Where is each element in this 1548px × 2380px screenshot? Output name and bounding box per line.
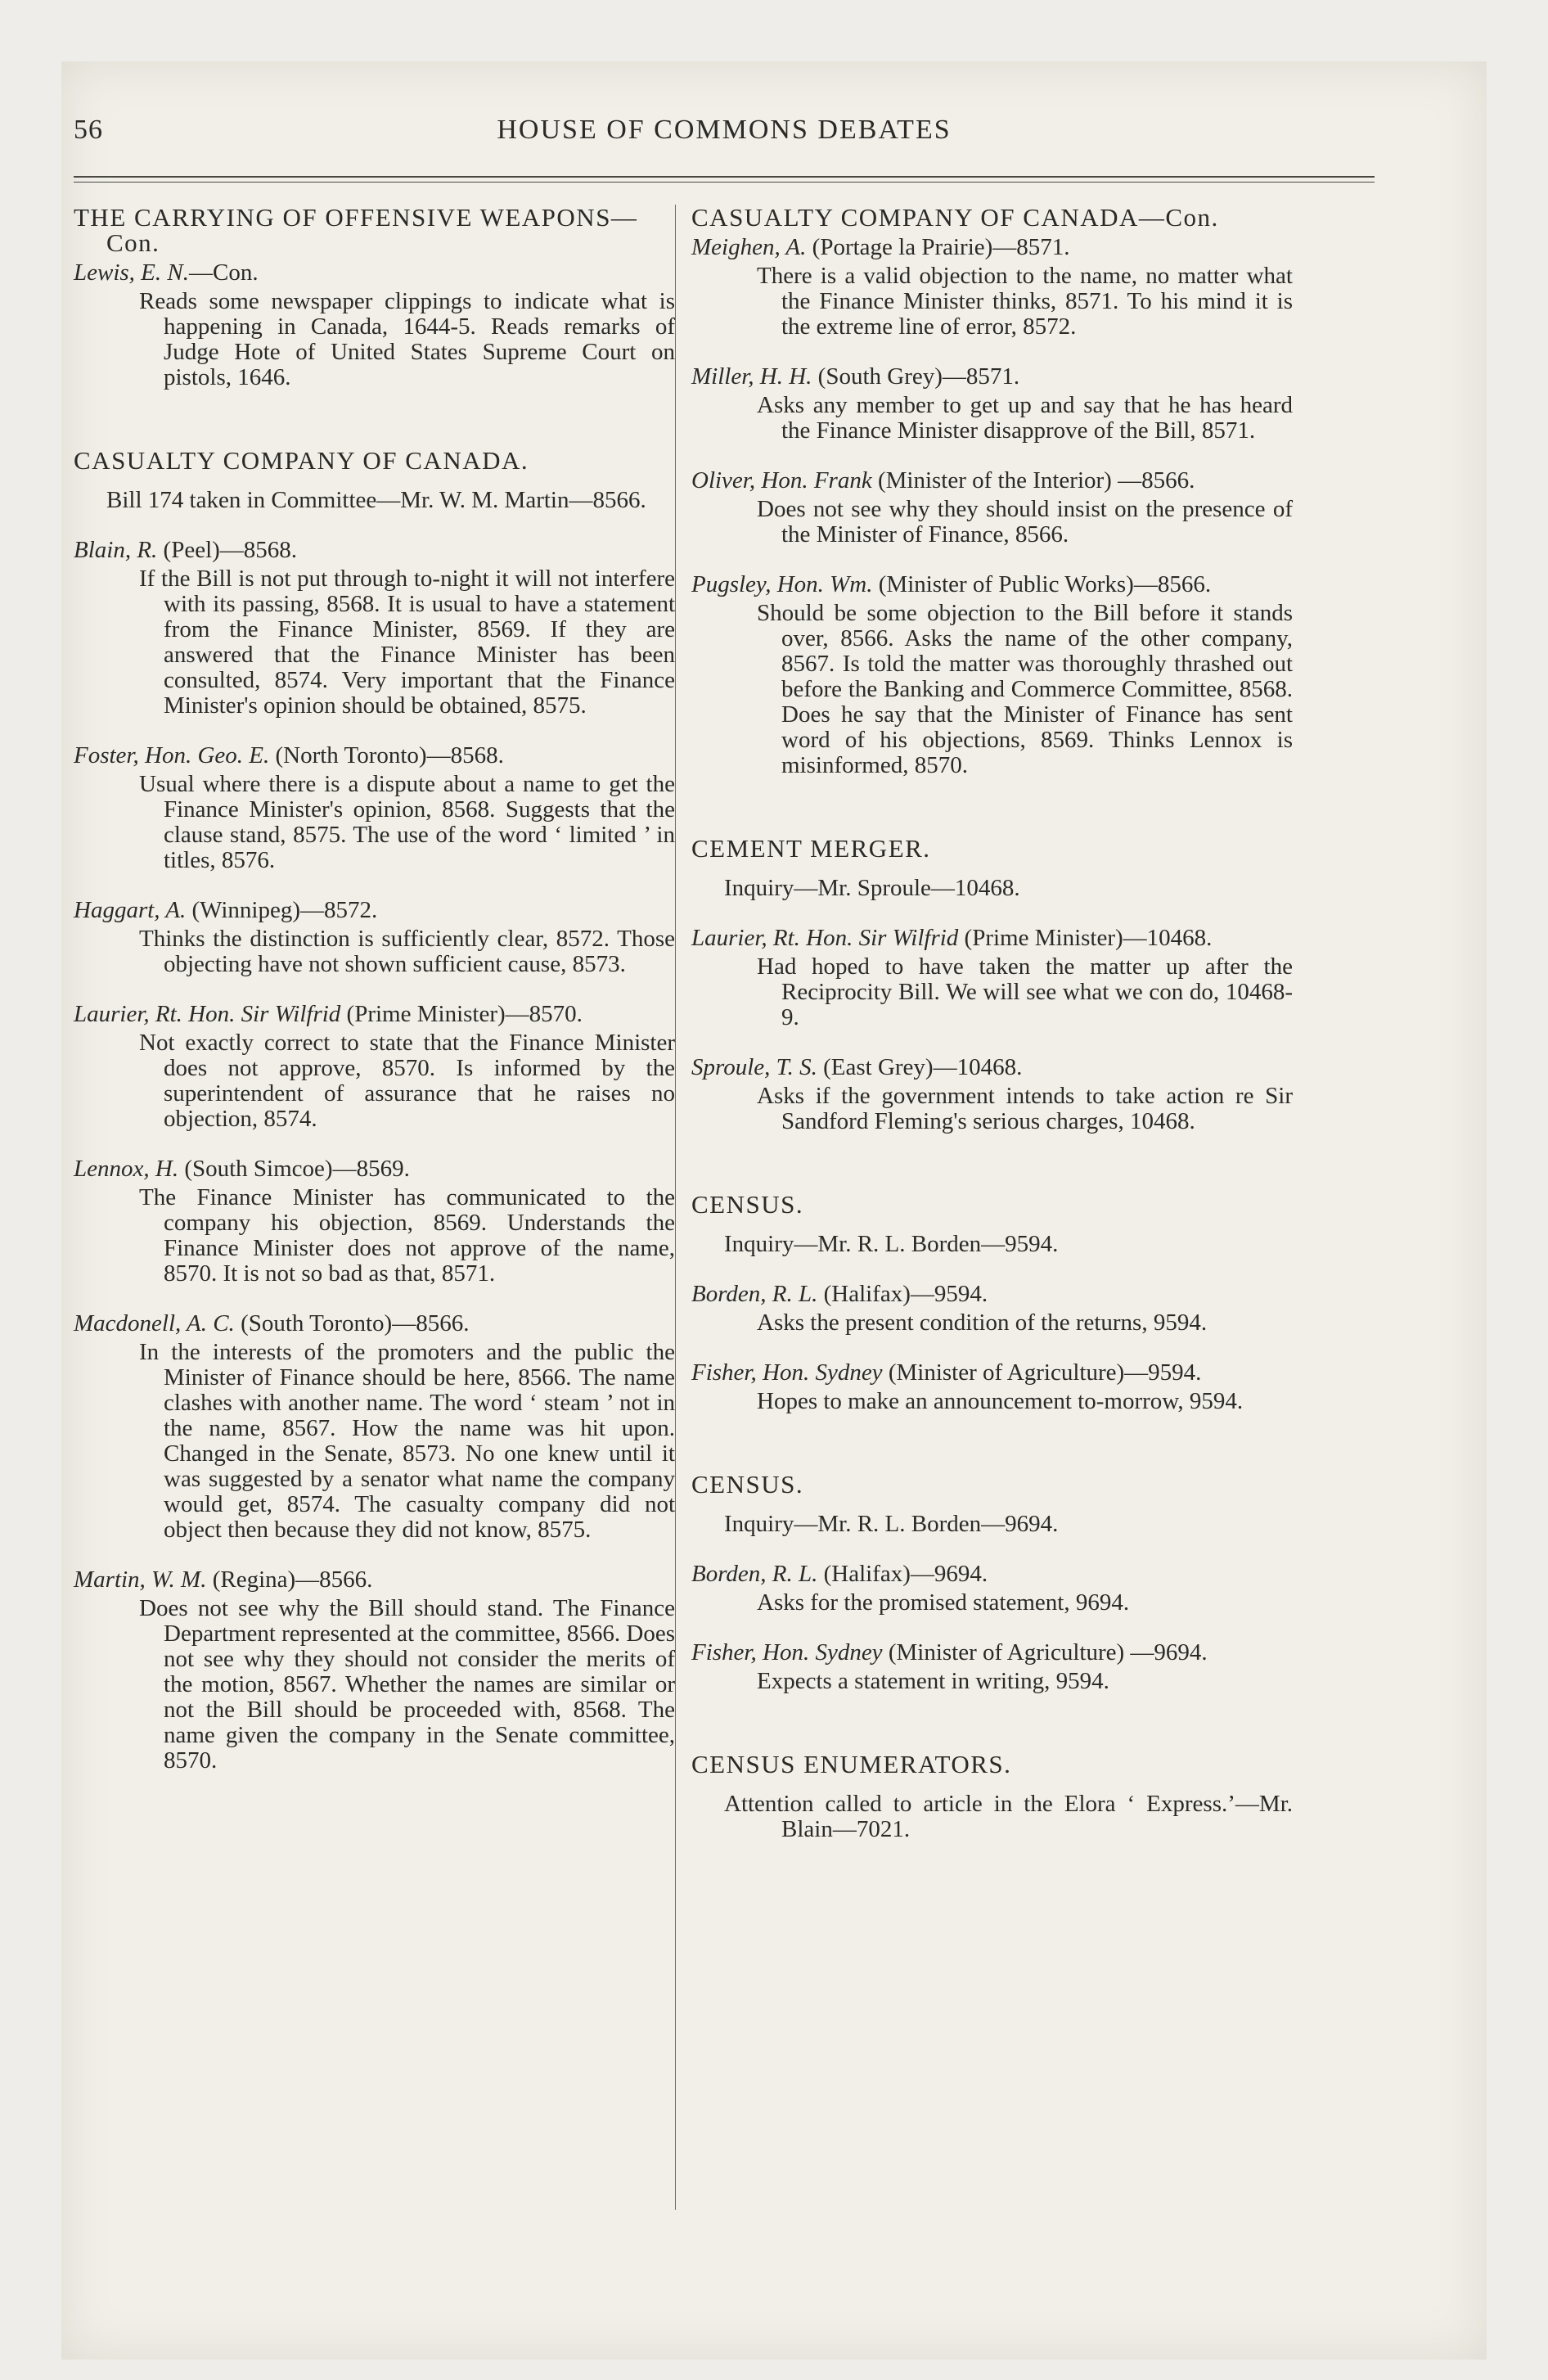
- section-intro: Inquiry—Mr. Sproule—10468.: [724, 875, 1020, 901]
- index-section: [691, 1439, 1293, 1694]
- index-section: [691, 803, 1293, 1134]
- speaker-riding: (South Simcoe)—8569.: [178, 1156, 410, 1182]
- speaker-line: [74, 898, 675, 923]
- section-intro: Inquiry—Mr. R. L. Borden—9694.: [724, 1511, 1059, 1537]
- speaker-entry: [691, 235, 1293, 340]
- page-number: 56: [74, 115, 103, 145]
- index-section: [691, 1159, 1293, 1414]
- speaker-line: [691, 1282, 1293, 1307]
- speaker-entry: [691, 1562, 1293, 1616]
- section-heading: CEMENT MERGER.: [691, 834, 931, 863]
- speaker-name: Oliver, Hon. Frank: [691, 467, 872, 494]
- speaker-line: [74, 1002, 675, 1027]
- speaker-entry: [74, 1311, 675, 1543]
- speaker-name: Martin, W. M.: [74, 1566, 207, 1593]
- speaker-entry: [74, 898, 675, 977]
- page-title: HOUSE OF COMMONS DEBATES: [497, 115, 952, 145]
- speaker-line: [691, 235, 1293, 260]
- section-intro: Inquiry—Mr. R. L. Borden—9594.: [724, 1231, 1059, 1257]
- speaker-name: Meighen, A.: [691, 234, 807, 260]
- speaker-name: Macdonell, A. C.: [74, 1310, 235, 1336]
- speaker-remarks: Expects a statement in writing, 9594.: [757, 1668, 1109, 1694]
- speaker-name: Laurier, Rt. Hon. Sir Wilfrid: [691, 925, 959, 951]
- speaker-entry: [691, 1055, 1293, 1134]
- speaker-riding: (South Grey)—8571.: [812, 363, 1020, 390]
- section-heading: THE CARRYING OF OFFENSIVE WEAPONS—Con.: [74, 203, 638, 257]
- speaker-remarks: Not exactly correct to state that the Finance Minister does not approve, 8570. Is informed by the superintendent of assurance that he raises no objection, 8574.: [139, 1030, 675, 1132]
- speaker-remarks: If the Bill is not put through to-night it will not interfere with its passing, 8568. It is usual to have a statement from the Finance Minister, 8569. If they are answered that the Finance Minister has been consulted, 8574. Very important that the Finance Minister's opinion should be obtained, 8575.: [139, 566, 675, 719]
- speaker-entry: [691, 1640, 1293, 1694]
- speaker-riding: (Winnipeg)—8572.: [186, 897, 378, 923]
- speaker-riding: (South Toronto)—8566.: [234, 1310, 470, 1336]
- speaker-entry: [74, 1156, 675, 1287]
- speaker-remarks: Does not see why they should insist on the presence of the Minister of Finance, 8566.: [757, 496, 1293, 548]
- speaker-riding: (Minister of Agriculture) —9694.: [882, 1639, 1208, 1666]
- section-spacer: [691, 1719, 1293, 1751]
- speaker-riding: (Peel)—8568.: [157, 537, 298, 563]
- speaker-riding: (Regina)—8566.: [206, 1566, 373, 1593]
- speaker-name: Sproule, T. S.: [691, 1054, 817, 1080]
- speaker-name: Miller, H. H.: [691, 363, 812, 390]
- section-heading: CASUALTY COMPANY OF CANADA—Con.: [691, 203, 1219, 232]
- section-spacer: [691, 1159, 1293, 1192]
- speaker-line: [691, 1640, 1293, 1666]
- speaker-remarks: The Finance Minister has communicated to the company his objection, 8569. Understands the Finance Minister does not approve of the name, 8570. It is not so bad as that, 8571.: [139, 1184, 675, 1287]
- speaker-entry: [74, 1002, 675, 1132]
- speaker-entry: [691, 1360, 1293, 1414]
- section-heading: CENSUS.: [691, 1470, 804, 1499]
- speaker-riding: (Minister of the Interior) —8566.: [871, 467, 1195, 494]
- section-heading: CASUALTY COMPANY OF CANADA.: [74, 446, 529, 475]
- speaker-remarks: Had hoped to have taken the matter up after the Reciprocity Bill. We will see what we con do, 10468-9.: [757, 953, 1293, 1030]
- speaker-riding: (Halifax)—9594.: [817, 1281, 988, 1307]
- section-heading: CENSUS.: [691, 1190, 804, 1219]
- speaker-remarks: Hopes to make an announcement to-morrow, 9594.: [757, 1388, 1244, 1414]
- left-column: [74, 205, 675, 1798]
- speaker-line: [691, 1562, 1293, 1587]
- speaker-remarks: Asks for the promised statement, 9694.: [757, 1589, 1130, 1616]
- speaker-line: [691, 926, 1293, 951]
- speaker-name: Lennox, H.: [74, 1156, 179, 1182]
- speaker-line: [691, 1360, 1293, 1386]
- speaker-line: [691, 364, 1293, 390]
- speaker-name: Lewis, E. N.: [74, 259, 189, 286]
- speaker-riding: (North Toronto)—8568.: [269, 742, 504, 769]
- speaker-remarks: Thinks the distinction is sufficiently clear, 8572. Those objecting have not shown sufficient cause, 8573.: [139, 926, 675, 977]
- speaker-name: Haggart, A.: [74, 897, 187, 923]
- speaker-entry: [74, 1567, 675, 1774]
- speaker-name: Fisher, Hon. Sydney: [691, 1639, 883, 1666]
- speaker-line: [74, 1567, 675, 1593]
- index-section: [74, 205, 675, 390]
- speaker-remarks: Asks if the government intends to take action re Sir Sandford Fleming's serious charges, 10468.: [757, 1083, 1293, 1134]
- page-header: [74, 115, 1375, 164]
- speaker-entry: [691, 572, 1293, 778]
- speaker-remarks: Does not see why the Bill should stand. The Finance Department represented at the committee, 8566. Does not see why they should not consider the merits of the motion, 8567. Whether the names are similar or not the Bill should be proceeded with, 8568. The name given the company in the Senate committee, 8570.: [139, 1595, 675, 1774]
- speaker-remarks: Usual where there is a dispute about a name to get the Finance Minister's opinion, 8568. Suggests that the clause stand, 8575. The use of the word ‘ limited ’ in titles, 8576.: [139, 771, 675, 873]
- speaker-line: [74, 1311, 675, 1336]
- speaker-entry: [691, 468, 1293, 548]
- header-rule-thick: [74, 176, 1375, 178]
- speaker-entry: [691, 926, 1293, 1030]
- speaker-remarks: There is a valid objection to the name, no matter what the Finance Minister thinks, 8571. To his mind it is the extreme line of error, 8572.: [757, 263, 1293, 340]
- speaker-entry: [74, 743, 675, 873]
- index-section: [74, 415, 675, 1774]
- speaker-line: [691, 1055, 1293, 1080]
- section-spacer: [691, 1439, 1293, 1472]
- speaker-riding: (Portage la Prairie)—8571.: [806, 234, 1070, 260]
- speaker-name: Pugsley, Hon. Wm.: [691, 571, 873, 597]
- speaker-riding: (East Grey)—10468.: [817, 1054, 1023, 1080]
- header-rule-thin: [74, 182, 1375, 183]
- section-spacer: [74, 415, 675, 448]
- speaker-name: Blain, R.: [74, 537, 158, 563]
- speaker-riding: (Halifax)—9694.: [817, 1561, 988, 1587]
- speaker-remarks: Reads some newspaper clippings to indicate what is happening in Canada, 1644-5. Reads remarks of Judge Hote of United States Supreme Court on pistols, 1646.: [139, 288, 675, 390]
- speaker-riding: (Minister of Agriculture)—9594.: [882, 1359, 1202, 1386]
- index-section: [691, 205, 1293, 778]
- speaker-entry: [74, 538, 675, 719]
- speaker-line: [74, 260, 675, 286]
- speaker-remarks: Should be some objection to the Bill before it stands over, 8566. Asks the name of the other company, 8567. Is told the matter was thoroughly thrashed out before the Banking and Commerce Committee, 8568. Does he say that the Minister of Finance has sent word of his objections, 8569. Thinks Lennox is misinformed, 8570.: [757, 600, 1293, 778]
- speaker-remarks: In the interests of the promoters and the public the Minister of Finance should be here, 8566. The name clashes with another name. The word ‘ steam ’ not in the name, 8567. How the name was hit upon. Changed in the Senate, 8573. No one knew until it was suggested by a senator what name the company would get, 8574. The casualty company did not object then because they did not know, 8575.: [139, 1339, 675, 1543]
- speaker-entry: [74, 260, 675, 390]
- section-intro: Bill 174 taken in Committee—Mr. W. M. Martin—8566.: [106, 487, 646, 513]
- speaker-entry: [691, 364, 1293, 444]
- section-spacer: [691, 803, 1293, 836]
- speaker-riding: (Prime Minister)—8570.: [340, 1001, 583, 1027]
- speaker-riding: —Con.: [189, 259, 259, 286]
- speaker-line: [691, 468, 1293, 494]
- right-column: [691, 205, 1293, 1867]
- speaker-name: Fisher, Hon. Sydney: [691, 1359, 883, 1386]
- speaker-entry: [691, 1282, 1293, 1336]
- speaker-name: Borden, R. L.: [691, 1561, 818, 1587]
- speaker-name: Borden, R. L.: [691, 1281, 818, 1307]
- speaker-name: Foster, Hon. Geo. E.: [74, 742, 270, 769]
- speaker-remarks: Asks any member to get up and say that he has heard the Finance Minister disapprove of the Bill, 8571.: [757, 392, 1293, 444]
- speaker-name: Laurier, Rt. Hon. Sir Wilfrid: [74, 1001, 341, 1027]
- column-divider: [675, 205, 676, 2210]
- section-intro: Attention called to article in the Elora ‘ Express.’—Mr. Blain—7021.: [724, 1791, 1293, 1842]
- index-section: [691, 1719, 1293, 1842]
- speaker-line: [74, 538, 675, 563]
- section-heading: CENSUS ENUMERATORS.: [691, 1750, 1012, 1778]
- speaker-line: [691, 572, 1293, 597]
- speaker-line: [74, 1156, 675, 1182]
- speaker-remarks: Asks the present condition of the returns, 9594.: [757, 1309, 1208, 1336]
- speaker-riding: (Minister of Public Works)—8566.: [872, 571, 1212, 597]
- speaker-riding: (Prime Minister)—10468.: [958, 925, 1213, 951]
- speaker-line: [74, 743, 675, 769]
